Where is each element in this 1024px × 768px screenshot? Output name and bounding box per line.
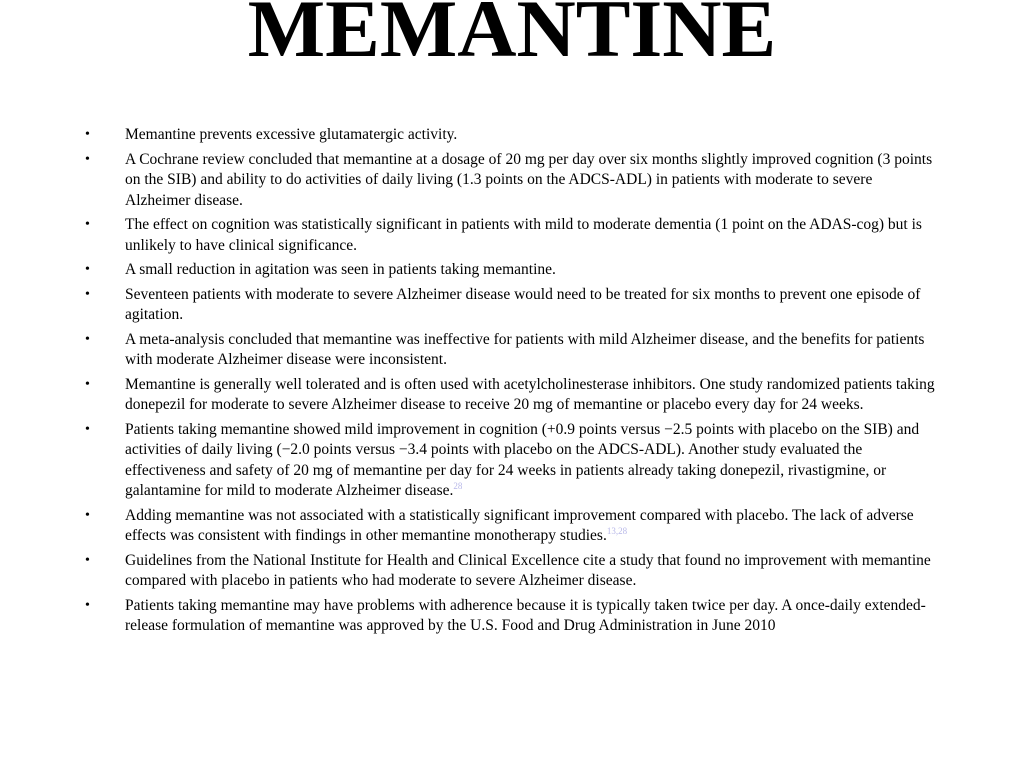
bullet-marker: • [85,376,90,392]
citation-link[interactable]: 28 [453,480,463,491]
bullet-list [85,125,940,641]
bullet-marker: • [85,151,90,167]
bullet-text: Patients taking memantine may have problems with adherence because it is typically taken twice per day. A once-daily extended-release formulation of memantine was approved by the U.S. Food and Drug Administration in June 2010 [125,596,926,634]
bullet-text: Guidelines from the National Institute for Health and Clinical Excellence cite a study that found no improvement with memantine compared with placebo in patients who had moderate to severe Alzheimer disease. [125,551,931,589]
bullet-text: Memantine is generally well tolerated and is often used with acetylcholinesterase inhibitors. One study randomized patients taking donepezil for moderate to severe Alzheimer disease to receive 20 mg of memantine or placebo every day for 24 weeks. [125,375,935,413]
bullet-item [85,596,940,637]
bullet-marker: • [85,127,90,142]
bullet-item [85,375,940,416]
bullet-item [85,150,940,212]
bullet-marker: • [85,552,90,568]
slide-title: MEMANTINE [247,0,777,74]
bullet-marker: • [85,262,90,277]
bullet-item [85,330,940,371]
bullet-item [85,260,940,281]
bullet-marker: • [85,217,90,232]
bullet-item [85,285,940,326]
bullet-text: Adding memantine was not associated with a statistically significant improvement compared with placebo. The lack of adverse effects was consistent with findings in other memantine monotherapy studies. [125,506,914,544]
bullet-item [85,506,940,547]
bullet-marker: • [85,421,90,437]
bullet-item [85,215,940,256]
bullet-marker: • [85,597,90,613]
bullet-marker: • [85,331,90,347]
bullet-marker: • [85,286,90,302]
bullet-item [85,420,940,502]
bullet-item [85,551,940,592]
bullet-text: A meta-analysis concluded that memantine was ineffective for patients with mild Alzheimer disease, and the benefits for patients with moderate Alzheimer disease were inconsistent. [125,330,925,368]
bullet-text: The effect on cognition was statistically significant in patients with mild to moderate dementia (1 point on the ADAS-cog) but is unlikely to have clinical significance. [125,216,922,254]
bullet-text: Memantine prevents excessive glutamatergic activity. [125,126,458,143]
bullet-text: A Cochrane review concluded that memantine at a dosage of 20 mg per day over six months slightly improved cognition (3 points on the SIB) and ability to do activities of daily living (1.3 points on the ADCS-ADL) in patients with moderate to severe Alzheimer disease. [125,150,933,209]
bullet-item [85,125,940,146]
bullet-text: A small reduction in agitation was seen in patients taking memantine. [125,261,556,278]
bullet-text: Patients taking memantine showed mild improvement in cognition (+0.9 points versus −2.5 points with placebo on the SIB) and activities of daily living (−2.0 points versus −3.4 points with placebo on the ADCS-ADL). Another study evaluated the effectiveness and safety of 20 mg of memantine per day for 24 weeks in patients already taking donepezil, rivastigmine, or galantamine for mild to moderate Alzheimer disease. [125,420,920,499]
citation-link[interactable]: 13,28 [606,525,628,536]
bullet-text: Seventeen patients with moderate to severe Alzheimer disease would need to be treated for six months to prevent one episode of agitation. [125,285,921,323]
bullet-marker: • [85,507,90,523]
